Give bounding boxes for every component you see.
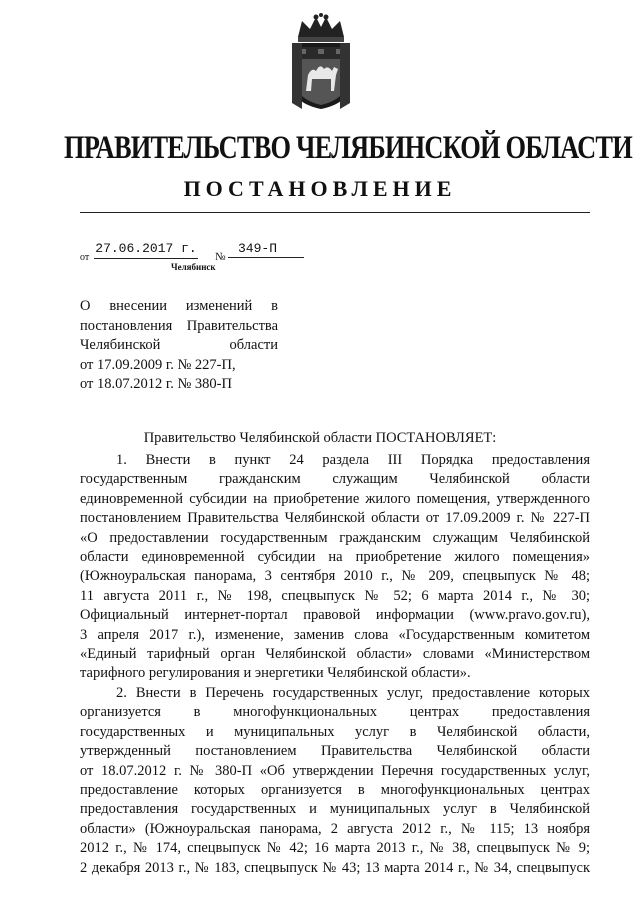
header-divider — [80, 212, 590, 213]
body-line: Официальный интернет-портал правовой информации (www.pravo.gov.ru), — [80, 607, 590, 624]
body-line: 3 апреля 2017 г.), изменение, заменив слова «Государственным комитетом — [80, 626, 590, 643]
body-line: государственным гражданским служащим Челябинской области — [80, 471, 590, 488]
body-line: предоставления государственных и муниципальных услуг в Челябинской — [80, 801, 590, 818]
body-line: 11 августа 2011 г., № 198, спецвыпуск № 52; 6 марта 2014 г., № 30; — [80, 587, 590, 604]
body-line: 2 декабря 2013 г., № 183, спецвыпуск № 43; 13 марта 2014 г., № 34, спецвыпуск — [80, 859, 590, 876]
body-line: области» (Южноуральская панорама, 2 августа 2012 г., № 115; 13 ноября — [80, 820, 590, 837]
body-line: 2. Внести в Перечень государственных услуг, предоставление которых — [116, 684, 590, 701]
body-line: государственных и муниципальных услуг в Челябинской области, — [80, 723, 590, 740]
document-number: 349-П — [228, 241, 304, 258]
government-title: ПРАВИТЕЛЬСТВО ЧЕЛЯБИНСКОЙ ОБЛАСТИ — [64, 130, 632, 166]
subject-line: О внесении изменений в — [80, 298, 278, 314]
coat-of-arms-emblem — [286, 13, 356, 111]
document-body — [80, 451, 590, 878]
body-line: предоставление которых организуется в многофункциональных центрах — [80, 781, 590, 798]
subject-line: Челябинской области — [80, 337, 278, 353]
body-line: (Южноуральская панорама, 3 сентября 2010 г., № 209, спецвыпуск № 48; — [80, 568, 590, 585]
body-line: тарифного регулирования и энергетики Челябинской области». — [80, 665, 471, 682]
date-prefix-label: от — [80, 252, 90, 263]
document-date: 27.06.2017 г. — [94, 241, 198, 259]
body-line: организуется в многофункциональных центрах предоставления — [80, 704, 590, 721]
body-line: «Единый тарифный орган Челябинской области» словами «Министерством — [80, 646, 590, 663]
body-line: области единовременной субсидии на приобретение жилого помещения» — [80, 549, 590, 566]
subject-line: от 18.07.2012 г. № 380-П — [80, 376, 232, 392]
subject-line: от 17.09.2009 г. № 227-П, — [80, 356, 236, 373]
document-type-heading: ПОСТАНОВЛЕНИЕ — [183, 176, 457, 201]
body-line: «О предоставлении государственным гражданским служащим Челябинской — [80, 529, 590, 546]
body-line: 1. Внести в пункт 24 раздела III Порядка предоставления — [116, 452, 590, 468]
body-line: утвержденный постановлением Правительства Челябинской области — [80, 743, 590, 760]
body-line: 2012 г., № 174, спецвыпуск № 42; 16 марта 2013 г., № 38, спецвыпуск № 9; — [80, 840, 590, 857]
preamble: Правительство Челябинской области ПОСТАНОВЛЯЕТ: — [143, 430, 497, 446]
city-label: Челябинск — [171, 262, 216, 272]
body-line: единовременной субсидии на приобретение жилого помещения, утвержденного — [80, 490, 590, 507]
number-sign-label: № — [215, 251, 226, 263]
subject-line: постановления Правительства — [80, 317, 278, 334]
document-subject — [80, 297, 278, 395]
body-line: постановлением Правительства Челябинской области от 17.09.2009 г. № 227-П — [80, 510, 590, 527]
body-line: от 18.07.2012 г. № 380-П «Об утверждении Перечня государственных услуг, — [80, 762, 590, 779]
